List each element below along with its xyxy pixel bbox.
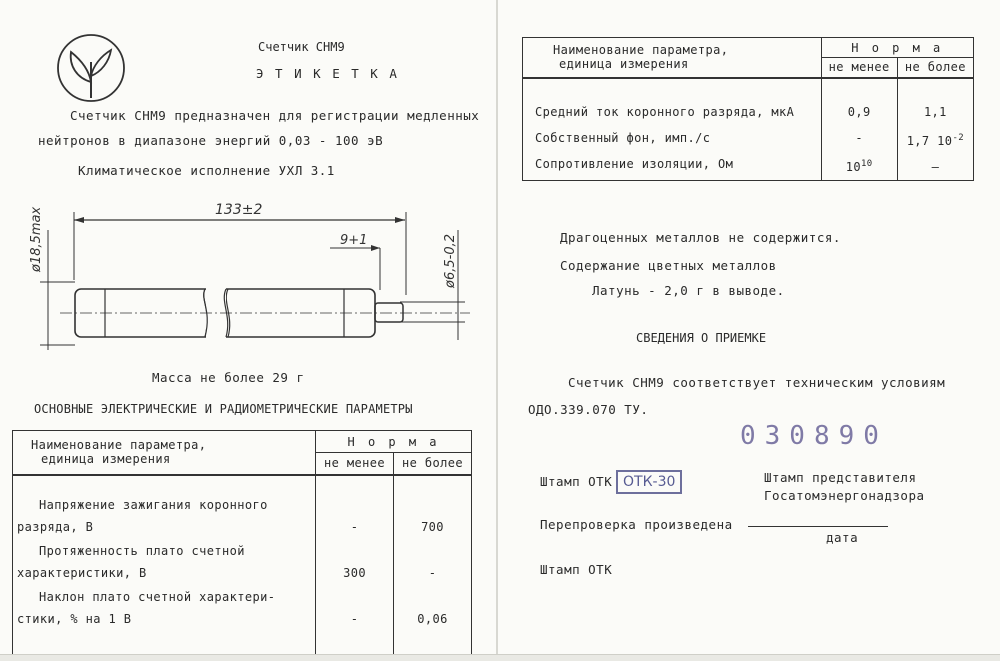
recheck-signature-line [748,526,888,527]
purpose-line-2: нейтронов в диапазоне энергий 0,03 - 100 эВ [38,133,384,148]
right-row-2-min: - [855,130,863,145]
row-2-max: - [428,565,437,580]
right-max-header: не более [897,58,973,78]
acceptance-title: СВЕДЕНИЯ О ПРИЕМКЕ [636,331,767,345]
right-param-names-cell [523,78,822,181]
precious-metals-text: Драгоценных металлов не содержится. [560,230,841,245]
right-param-header-cell: Наименование параметра, единица измерения [523,38,822,78]
right-norm-header: Н о р м а [821,38,973,58]
label-title: Э Т И К Е Т К А [256,66,399,81]
logo-icon [55,32,127,108]
norm-header: Н о р м а [316,431,472,453]
right-min-header: не менее [821,58,897,78]
left-params-table [12,430,472,655]
row-1-min: - [350,519,359,534]
min-values-cell [316,475,394,655]
rep-stamp-line-2: Госатомэнергонадзора [764,488,925,503]
header-counter-name: Счетчик СНМ9 [258,40,345,54]
param-names-cell [13,475,316,655]
otk-stamp-label-2: Штамп ОТК [540,562,613,577]
acceptance-line-1: Счетчик СНМ9 соответствует техническим условиям [568,375,946,390]
right-max-values-cell [897,78,973,181]
brass-text: Латунь - 2,0 г в выводе. [592,283,785,298]
date-label: дата [826,530,859,545]
right-min-values-cell [821,78,897,181]
serial-number: 030890 [740,421,888,451]
row-2-min: 300 [343,565,366,580]
row-3-min: - [350,611,359,626]
recheck-label: Перепроверка произведена [540,517,733,532]
paper-bottom-edge [0,654,1000,661]
row-1-name: Напряжение зажигания коронного разряда, В [17,497,268,534]
climate-version: Климатическое исполнение УХЛ 3.1 [78,163,335,178]
dim-pin-text: 9+1 [340,233,368,248]
right-row-2-max: 1,7 $10^{-2}$ [906,132,965,148]
row-3-name: Наклон плато счетной характери- стики, % на 1 В [17,589,276,626]
right-row-1-name: Средний ток коронного разряда, мкА [535,104,795,119]
mass-text: Масса не более 29 г [152,370,305,385]
right-row-3-name: Сопротивление изоляции, Ом [535,156,734,171]
section-title: ОСНОВНЫЕ ЭЛЕКТРИЧЕСКИЕ И РАДИОМЕТРИЧЕСКИЕ ПАРАМЕТРЫ [34,402,413,416]
min-header: не менее [316,453,394,475]
counter-drawing [0,190,497,360]
left-page [0,0,497,661]
right-params-table [522,37,974,181]
purpose-line-1: Счетчик СНМ9 предназначен для регистрации медленных [70,108,480,123]
right-row-3-min: $10^{10}$ [845,158,873,174]
dim-length-text: 133±2 [215,202,263,218]
max-header: не более [394,453,472,475]
right-row-1-min: 0,9 [847,104,871,119]
row-3-max: 0,06 [417,611,448,626]
nonferrous-title: Содержание цветных металлов [560,258,777,273]
row-2-name: Протяженность плато счетной характеристики, В [17,543,245,580]
otk-stamp-label: Штамп ОТК [540,474,613,489]
dim-diameter-text: ø18,5max [29,206,44,272]
right-page [498,0,1000,661]
otk-stamp: ОТК-30 [616,470,682,494]
right-row-2-name: Собственный фон, имп./с [535,130,711,145]
max-values-cell [394,475,472,655]
row-1-max: 700 [421,519,444,534]
acceptance-line-2: ОДО.339.070 ТУ. [528,402,649,417]
right-row-1-max: 1,1 [923,104,947,119]
rep-stamp-line-1: Штамп представителя [764,470,917,485]
dim-pin-diameter-text: ø6,5-0,2 [443,234,458,288]
param-header-cell: Наименование параметра, единица измерения [13,431,316,475]
right-row-3-max: — [931,159,940,174]
